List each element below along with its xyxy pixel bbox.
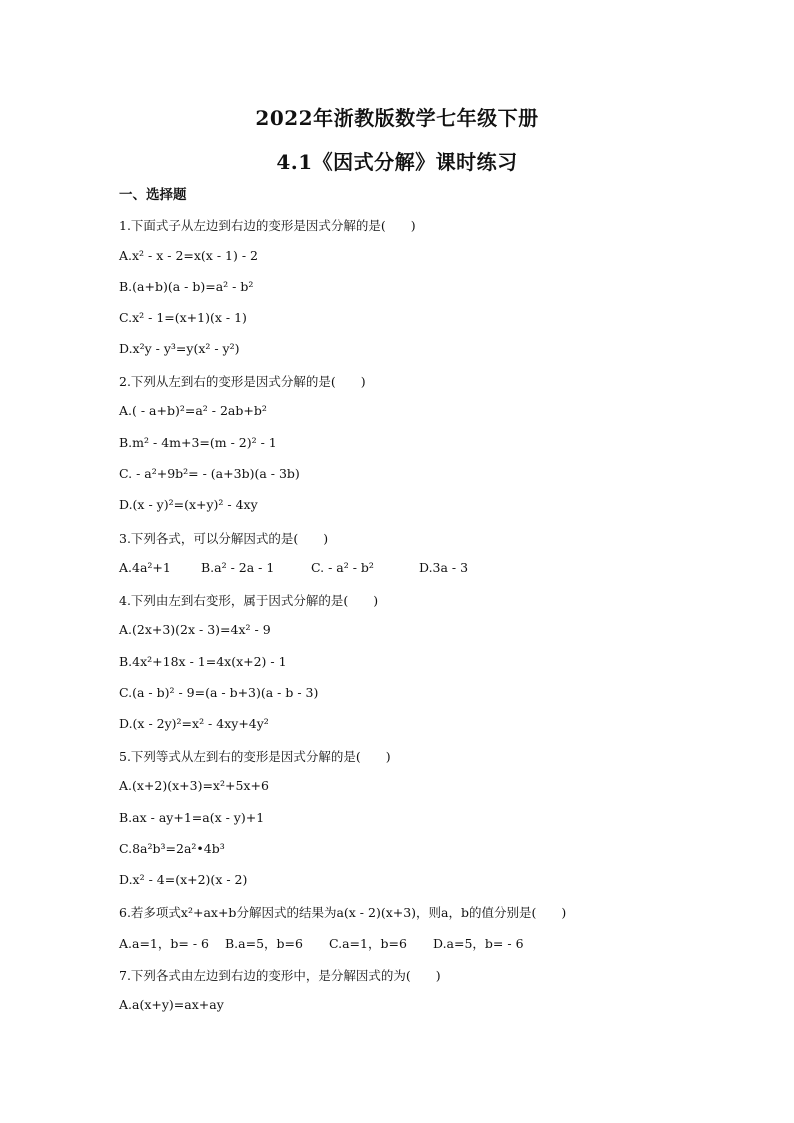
- question-6-option-c: C.a=1，b=6: [329, 936, 407, 951]
- question-1-stem: 1.下面式子从左边到右边的变形是因式分解的是( ): [119, 218, 416, 233]
- question-2-option-b: B.m² - 4m+3=(m - 2)² - 1: [119, 435, 277, 450]
- section-heading: 一、选择题: [119, 187, 187, 203]
- question-7-stem: 7.下列各式由左边到右边的变形中，是分解因式的为( ): [119, 968, 441, 983]
- question-1-option-b: B.(a+b)(a - b)=a² - b²: [119, 279, 254, 294]
- question-6-option-a: A.a=1，b= - 6: [119, 936, 209, 951]
- question-5-option-c: C.8a²b³=2a²•4b³: [119, 841, 225, 856]
- question-1-option-c: C.x² - 1=(x+1)(x - 1): [119, 310, 247, 325]
- question-5-stem: 5.下列等式从左到右的变形是因式分解的是( ): [119, 749, 391, 764]
- question-5-option-a: A.(x+2)(x+3)=x²+5x+6: [119, 778, 269, 793]
- question-3-options: [119, 560, 468, 575]
- question-5-option-b: B.ax - ay+1=a(x - y)+1: [119, 810, 265, 825]
- question-3-option-a: A.4a²+1: [119, 560, 171, 575]
- question-4-option-d: D.(x - 2y)²=x² - 4xy+4y²: [119, 716, 269, 731]
- question-3-option-c: C. - a² - b²: [311, 560, 374, 575]
- question-2-option-c: C. - a²+9b²= - (a+3b)(a - 3b): [119, 466, 300, 481]
- question-4-option-b: B.4x²+18x - 1=4x(x+2) - 1: [119, 654, 287, 669]
- question-7-option-a: A.a(x+y)=ax+ay: [119, 997, 224, 1012]
- question-6-option-b: B.a=5，b=6: [225, 936, 303, 951]
- question-4-option-c: C.(a - b)² - 9=(a - b+3)(a - b - 3): [119, 685, 319, 700]
- question-2-option-a: A.( - a+b)²=a² - 2ab+b²: [119, 403, 267, 418]
- document-title: 2022年浙教版数学七年级下册: [255, 106, 539, 130]
- question-1-option-a: A.x² - x - 2=x(x - 1) - 2: [119, 248, 258, 263]
- question-6-options: [119, 934, 524, 952]
- question-4-stem: 4.下列由左到右变形，属于因式分解的是( ): [119, 593, 379, 608]
- question-3-option-b: B.a² - 2a - 1: [201, 560, 275, 575]
- question-5-option-d: D.x² - 4=(x+2)(x - 2): [119, 872, 248, 887]
- question-3-option-d: D.3a - 3: [419, 560, 469, 575]
- document-subtitle: 4.1《因式分解》课时练习: [276, 150, 518, 174]
- question-2-stem: 2.下列从左到右的变形是因式分解的是( ): [119, 374, 366, 389]
- question-6-stem: 6.若多项式x²+ax+b分解因式的结果为a(x - 2)(x+3)，则a，b的值分别是( ): [119, 905, 567, 920]
- question-2-option-d: D.(x - y)²=(x+y)² - 4xy: [119, 497, 258, 512]
- question-4-option-a: A.(2x+3)(2x - 3)=4x² - 9: [119, 622, 271, 637]
- question-6-option-d: D.a=5，b= - 6: [433, 936, 524, 951]
- question-1-option-d: D.x²y - y³=y(x² - y²): [119, 341, 240, 356]
- question-3-stem: 3.下列各式，可以分解因式的是( ): [119, 531, 329, 546]
